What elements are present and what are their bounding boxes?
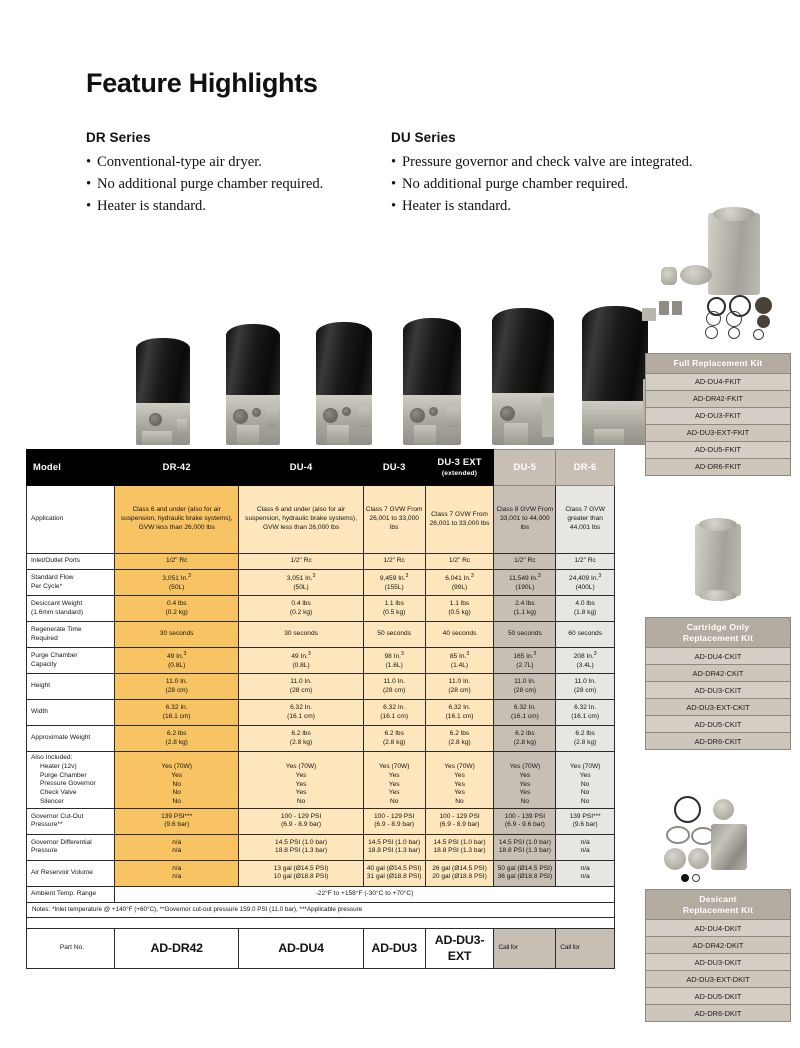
cell-du-3-ext: 85 In.$^3$ (1.4L) xyxy=(425,648,494,674)
desiccant-kit-box xyxy=(645,889,791,1022)
part-no-du-3: AD-DU3 xyxy=(363,928,425,968)
cell-dr-6: 1/2" Rc xyxy=(556,554,615,570)
cell-du-3: 100 - 129 PSI (6.9 - 8.9 bar) xyxy=(363,808,425,834)
dryer-base xyxy=(403,395,461,445)
bullet-icon: • xyxy=(86,198,92,215)
product-photo-dr-42 xyxy=(136,338,190,446)
cartridge-only-kit-title xyxy=(646,618,790,648)
bullet-text: Pressure governor and check valve are integrated. xyxy=(402,154,693,170)
o-ring-icon xyxy=(706,311,721,326)
table-row-notes xyxy=(27,902,615,917)
cell-dr-42: 6.2 lbs (2.8 kg) xyxy=(115,726,239,752)
o-ring-icon xyxy=(726,311,742,327)
series-title-dr: DR Series xyxy=(86,130,151,145)
cell-du-4: 100 - 129 PSI (6.9 - 8.9 bar) xyxy=(239,808,363,834)
dryer-cartridge xyxy=(492,308,554,394)
cell-du-5: 6.2 lbs (2.8 kg) xyxy=(494,726,556,752)
cartridge-top-icon xyxy=(699,518,737,531)
bullet-icon: • xyxy=(86,154,92,170)
cell-du-3-ext: 11.0 In. (28 cm) xyxy=(425,674,494,700)
table-row-standard-flow-per-cycle xyxy=(27,570,615,596)
cell-du-3-ext: 1.1 lbs (0.5 kg) xyxy=(425,596,494,622)
cell-du-5: Class 8 GVW From 33,001 to 44,000 lbs xyxy=(494,486,556,554)
kit-item[interactable]: AD-DU3-CKIT xyxy=(646,682,790,699)
kit-item[interactable]: AD-DU3-EXT-DKIT xyxy=(646,971,790,988)
sublabel: Check Valve xyxy=(40,789,77,797)
product-photo-dr-6 xyxy=(582,306,648,446)
sublabel: Heater (12v) xyxy=(40,762,77,770)
cell-du-4: 30 seconds xyxy=(239,622,363,648)
dryer-cartridge xyxy=(136,338,190,404)
kit-title-line-2: Replacement Kit xyxy=(682,904,754,915)
cell-dr-6: n/a n/a xyxy=(556,834,615,860)
cell-du-3-ext: 6,041 In.$^3$ (99L) xyxy=(425,570,494,596)
cell-du-5: 14.5 PSI (1.0 bar) 18.8 PSI (1.3 bar) xyxy=(494,834,556,860)
seal-disc-icon xyxy=(755,297,772,314)
dryer-base xyxy=(316,395,372,445)
header-col-dr-42: DR-42 xyxy=(115,450,239,486)
cell-du-3-ext: Class 7 GVW From 26,001 to 33,000 lbs xyxy=(425,486,494,554)
bullet-icon: • xyxy=(391,154,397,170)
row-label: Governor Cut-Out Pressure** xyxy=(27,808,115,834)
row-label: Purge Chamber Capacity xyxy=(27,648,115,674)
cell-dr-6: 208 In.$^3$ (3.4L) xyxy=(556,648,615,674)
table-row-height xyxy=(27,674,615,700)
cell-du-3-ext: 100 - 129 PSI (6.9 - 8.9 bar) xyxy=(425,808,494,834)
cell-du-4: 6.32 In. (16.1 cm) xyxy=(239,700,363,726)
cell-dr-6: 4.0 lbs (1.8 kg) xyxy=(556,596,615,622)
spacer-cell xyxy=(27,917,615,928)
desiccant-disc-icon xyxy=(688,848,709,869)
cell-dr-42: 30 seconds xyxy=(115,622,239,648)
cell-dr-42: n/a n/a xyxy=(115,860,239,886)
bullet-text: Heater is standard. xyxy=(402,198,512,215)
header-model: Model xyxy=(27,450,115,486)
row-label: Inlet/Outlet Ports xyxy=(27,554,115,570)
table-row-width xyxy=(27,700,615,726)
bullet-text: Conventional-type air dryer. xyxy=(97,154,262,170)
cell-du-3: 9,459 In.$^3$ (155L) xyxy=(363,570,425,596)
row-label: Ambient Temp. Range xyxy=(27,886,115,902)
cell-du-5: 11,549 In.$^3$ (190L) xyxy=(494,570,556,596)
dryer-cartridge xyxy=(582,306,648,402)
cell-du-4: 11.0 In. (28 cm) xyxy=(239,674,363,700)
row-label xyxy=(27,752,115,809)
kit-item[interactable]: AD-DU4-CKIT xyxy=(646,648,790,665)
product-photo-du-4 xyxy=(226,324,280,446)
cell-du-5: 1/2" Rc xyxy=(494,554,556,570)
header-col-du-4: DU-4 xyxy=(239,450,363,486)
cell-du-4: 3,051 In.$^3$ (50L) xyxy=(239,570,363,596)
desiccant-kit-artwork xyxy=(645,790,791,888)
desiccant-bag-icon xyxy=(711,824,747,870)
cell-du-5: 50 gal (Ø14.5 PSI) 36 gal (Ø18.8 PSI) xyxy=(494,860,556,886)
notes-text: Notes: *Inlet temperature @ +140°F (+60°C), **Governor cut-out pressure 159.0 PSI (11.0 bar), ***Applicable pressure xyxy=(27,902,615,917)
row-label: Air Reservoir Volume xyxy=(27,860,115,886)
series-bullets-dr xyxy=(86,151,386,218)
cell-dr-6: 6.32 In. (16.1 cm) xyxy=(556,700,615,726)
cartridge-only-kit-box xyxy=(645,617,791,750)
bullet-text: No additional purge chamber required. xyxy=(402,176,629,193)
filter-puck-icon xyxy=(661,267,677,285)
cell-dr-6: Yes (70W) Yes No No No xyxy=(556,752,615,809)
product-photo-du-5 xyxy=(492,308,554,446)
o-ring-icon xyxy=(705,326,718,339)
kit-item[interactable]: AD-DR6-DKIT xyxy=(646,1005,790,1021)
cell-du-4: 0.4 lbs (0.2 kg) xyxy=(239,596,363,622)
cell-dr-6: 60 seconds xyxy=(556,622,615,648)
row-label: Application xyxy=(27,486,115,554)
list-item xyxy=(86,173,386,195)
cell-dr-42: 139 PSI*** (9.6 bar) xyxy=(115,808,239,834)
cartridge-bottom-icon xyxy=(699,590,737,601)
small-seal-icon xyxy=(681,874,689,882)
table-row-governor-cut-out-pressure xyxy=(27,808,615,834)
kit-item[interactable]: AD-DU3-EXT-FKIT xyxy=(646,425,790,442)
table-row-governor-differential-pressure xyxy=(27,834,615,860)
dryer-cartridge xyxy=(316,322,372,396)
table-row-application xyxy=(27,486,615,554)
bullet-icon: • xyxy=(391,176,397,193)
full-replacement-kit-artwork xyxy=(645,205,791,353)
sublabel: Pressure Governor xyxy=(40,780,96,788)
cell-du-3: Class 7 GVW From 26,001 to 33,000 lbs xyxy=(363,486,425,554)
table-row-spacer xyxy=(27,917,615,928)
cell-du-4: 49 In.$^3$ (0.8L) xyxy=(239,648,363,674)
cell-dr-6: 139 PSI*** (9.6 bar) xyxy=(556,808,615,834)
cell-du-3: 98 In.$^3$ (1.6L) xyxy=(363,648,425,674)
table-row-also-included xyxy=(27,752,615,809)
cell-dr-6: 6.2 lbs (2.8 kg) xyxy=(556,726,615,752)
kit-item[interactable]: AD-DR42-CKIT xyxy=(646,665,790,682)
desiccant-puck-icon xyxy=(680,265,712,285)
cell-du-4: 6.2 lbs (2.8 kg) xyxy=(239,726,363,752)
list-item xyxy=(86,151,386,173)
cell-du-3-ext: 6.2 lbs (2.8 kg) xyxy=(425,726,494,752)
row-label: Approximate Weight xyxy=(27,726,115,752)
o-ring-icon xyxy=(753,329,764,340)
also-included-title: Also Included: xyxy=(31,754,73,761)
series-title-du: DU Series xyxy=(391,130,456,145)
kit-item[interactable]: AD-DU3-EXT-CKIT xyxy=(646,699,790,716)
specifications-table xyxy=(26,449,615,969)
cell-dr-42: 49 In.$^3$ (0.8L) xyxy=(115,648,239,674)
kit-item[interactable]: AD-DU4-DKIT xyxy=(646,920,790,937)
cell-du-5: 100 - 139 PSI (6.9 - 9.6 bar) xyxy=(494,808,556,834)
kit-item[interactable]: AD-DU4-FKIT xyxy=(646,374,790,391)
kit-title-line-1: Desicant xyxy=(699,894,737,904)
cell-du-3: 1/2" Rc xyxy=(363,554,425,570)
table-header-row xyxy=(27,450,615,486)
part-no-du-5: Call for xyxy=(494,928,556,968)
cell-dr-6: 11.0 In. (28 cm) xyxy=(556,674,615,700)
cartridge-icon xyxy=(695,524,741,596)
canister-top-icon xyxy=(713,207,755,221)
cell-du-5: 11.0 In. (28 cm) xyxy=(494,674,556,700)
table-row-part-no xyxy=(27,928,615,968)
kit-item[interactable]: AD-DU3-FKIT xyxy=(646,408,790,425)
table-row-approximate-weight xyxy=(27,726,615,752)
header-col-du-5: DU-5 xyxy=(494,450,556,486)
kit-item[interactable]: AD-DU5-DKIT xyxy=(646,988,790,1005)
small-ring-icon xyxy=(692,874,700,882)
kit-item[interactable]: AD-DR6-FKIT xyxy=(646,459,790,475)
product-photo-du-3-ext xyxy=(403,318,461,446)
cell-du-5: 2.4 lbs (1.1 kg) xyxy=(494,596,556,622)
cell-du-3-ext: 40 seconds xyxy=(425,622,494,648)
cartridge-kit-artwork xyxy=(645,508,791,613)
cell-du-3: 6.2 lbs (2.8 kg) xyxy=(363,726,425,752)
product-photo-row xyxy=(120,296,645,446)
table-row-desiccant-weight xyxy=(27,596,615,622)
also-included-sublabels xyxy=(31,763,112,807)
desiccant-disc-icon xyxy=(664,848,686,870)
cell-du-4: 13 gal (Ø14.5 PSI) 10 gal (Ø18.8 PSI) xyxy=(239,860,363,886)
cell-du-3: 1.1 lbs (0.5 kg) xyxy=(363,596,425,622)
cell-du-3: 50 seconds xyxy=(363,622,425,648)
dryer-base xyxy=(492,393,554,445)
kit-title-line-1: Cartridge Only xyxy=(686,622,750,632)
cell-dr-42: 6.32 In. (16.1 cm) xyxy=(115,700,239,726)
page-title: Feature Highlights xyxy=(86,68,318,98)
table-row-purge-chamber-capacity xyxy=(27,648,615,674)
dryer-base xyxy=(136,403,190,445)
row-label: Part No. xyxy=(27,928,115,968)
cell-du-5: 165 In.$^3$ (2.7L) xyxy=(494,648,556,674)
table-row-inlet-outlet-ports xyxy=(27,554,615,570)
seal-disc-icon xyxy=(757,315,770,328)
row-label: Height xyxy=(27,674,115,700)
bullet-icon: • xyxy=(86,176,92,193)
cell-du-4: 14.5 PSI (1.0 bar) 18.8 PSI (1.3 bar) xyxy=(239,834,363,860)
cell-du-5: Yes (70W) Yes Yes Yes No xyxy=(494,752,556,809)
kit-item[interactable]: AD-DU5-FKIT xyxy=(646,442,790,459)
cell-dr-6: Class 7 GVW greater than 44,001 lbs xyxy=(556,486,615,554)
table-row-ambient-temp-range xyxy=(27,886,615,902)
sublabel: Purge Chamber xyxy=(40,771,87,779)
cell-du-4: Class 6 and under (also for air suspension, hydraulic brake systems), GVW less than 26,000 lbs xyxy=(239,486,363,554)
bullet-text: Heater is standard. xyxy=(97,198,207,215)
bullet-icon: • xyxy=(391,198,397,215)
header-col-du-3-ext: DU-3 EXT (extended) xyxy=(425,450,494,486)
row-label: Governor Differential Pressure xyxy=(27,834,115,860)
cell-dr-6: 24,409 In.$^3$ (400L) xyxy=(556,570,615,596)
cell-du-5: 6.32 In. (16.1 cm) xyxy=(494,700,556,726)
canister-icon xyxy=(708,213,760,295)
kit-item[interactable]: AD-DR42-FKIT xyxy=(646,391,790,408)
cell-dr-42: 1/2" Rc xyxy=(115,554,239,570)
product-photo-du-3 xyxy=(316,322,372,446)
o-ring-icon xyxy=(674,796,701,823)
gasket-icon xyxy=(666,826,690,844)
list-item xyxy=(86,195,386,217)
kit-item[interactable]: AD-DU3-DKIT xyxy=(646,954,790,971)
cell-dr-42: n/a n/a xyxy=(115,834,239,860)
part-no-dr-6: Call for xyxy=(556,928,615,968)
cell-du-3: Yes (70W) Yes Yes Yes No xyxy=(363,752,425,809)
row-label: Width xyxy=(27,700,115,726)
cell-dr-42: Yes (70W) Yes No No No xyxy=(115,752,239,809)
cell-du-4: 1/2" Rc xyxy=(239,554,363,570)
kit-item[interactable]: AD-DU5-CKIT xyxy=(646,716,790,733)
desiccant-kit-title xyxy=(646,890,790,920)
cell-du-3: 6.32 In. (16.1 cm) xyxy=(363,700,425,726)
part-no-dr-42: AD-DR42 xyxy=(115,928,239,968)
fitting-icon xyxy=(659,301,669,315)
cell-du-3-ext: Yes (70W) Yes Yes Yes No xyxy=(425,752,494,809)
cell-du-3: 40 gal (Ø14.5 PSI) 31 gal (Ø18.8 PSI) xyxy=(363,860,425,886)
row-label: Regenerate Time Required xyxy=(27,622,115,648)
kit-item[interactable]: AD-DR6-CKIT xyxy=(646,733,790,749)
cell-du-4: Yes (70W) Yes Yes Yes No xyxy=(239,752,363,809)
list-item xyxy=(391,151,721,173)
row-label: Desiccant Weight (1.6mm standard) xyxy=(27,596,115,622)
cell-du-3-ext: 26 gal (Ø14.5 PSI) 20 gal (Ø18.8 PSI) xyxy=(425,860,494,886)
part-no-du-3-ext: AD-DU3-EXT xyxy=(425,928,494,968)
dryer-cartridge xyxy=(403,318,461,396)
kit-item[interactable]: AD-DR42-DKIT xyxy=(646,937,790,954)
cell-du-3: 14.5 PSI (1.0 bar) 18.8 PSI (1.3 bar) xyxy=(363,834,425,860)
dryer-base xyxy=(582,401,648,445)
cell-dr-42: 0.4 lbs (0.2 kg) xyxy=(115,596,239,622)
cell-dr-6: n/a n/a xyxy=(556,860,615,886)
full-replacement-kit-title: Full Replacement Kit xyxy=(646,354,790,374)
header-col-du-3: DU-3 xyxy=(363,450,425,486)
dryer-base xyxy=(226,395,280,445)
dryer-cartridge xyxy=(226,324,280,396)
header-col-dr-6: DR-6 xyxy=(556,450,615,486)
bullet-text: No additional purge chamber required. xyxy=(97,176,324,193)
cell-dr-42: Class 6 and under (also for air suspension, hydraulic brake systems), GVW less than 26,000 lbs xyxy=(115,486,239,554)
filter-disc-icon xyxy=(713,799,734,820)
list-item xyxy=(391,173,721,195)
cell-du-3: 11.0 In. (28 cm) xyxy=(363,674,425,700)
cell-du-5: 50 seconds xyxy=(494,622,556,648)
cell-dr-42: 3,051 In.$^3$ (50L) xyxy=(115,570,239,596)
cell-du-3-ext: 14.5 PSI (1.0 bar) 18.8 PSI (1.3 bar) xyxy=(425,834,494,860)
ambient-temp-value: -22°F to +158°F (-30°C to +70°C) xyxy=(115,886,615,902)
cell-dr-42: 11.0 In. (28 cm) xyxy=(115,674,239,700)
table-row-air-reservoir-volume xyxy=(27,860,615,886)
full-replacement-kit-box xyxy=(645,353,791,476)
fitting-icon xyxy=(672,301,682,315)
table-row-regenerate-time xyxy=(27,622,615,648)
part-no-du-4: AD-DU4 xyxy=(239,928,363,968)
row-label: Standard Flow Per Cycle* xyxy=(27,570,115,596)
cell-du-3-ext: 1/2" Rc xyxy=(425,554,494,570)
series-block-dr xyxy=(86,130,386,218)
kit-title-line-2: Replacement Kit xyxy=(682,632,754,643)
cell-du-3-ext: 6.32 In. (16.1 cm) xyxy=(425,700,494,726)
o-ring-icon xyxy=(728,327,740,339)
sublabel: Silencer xyxy=(40,798,64,806)
